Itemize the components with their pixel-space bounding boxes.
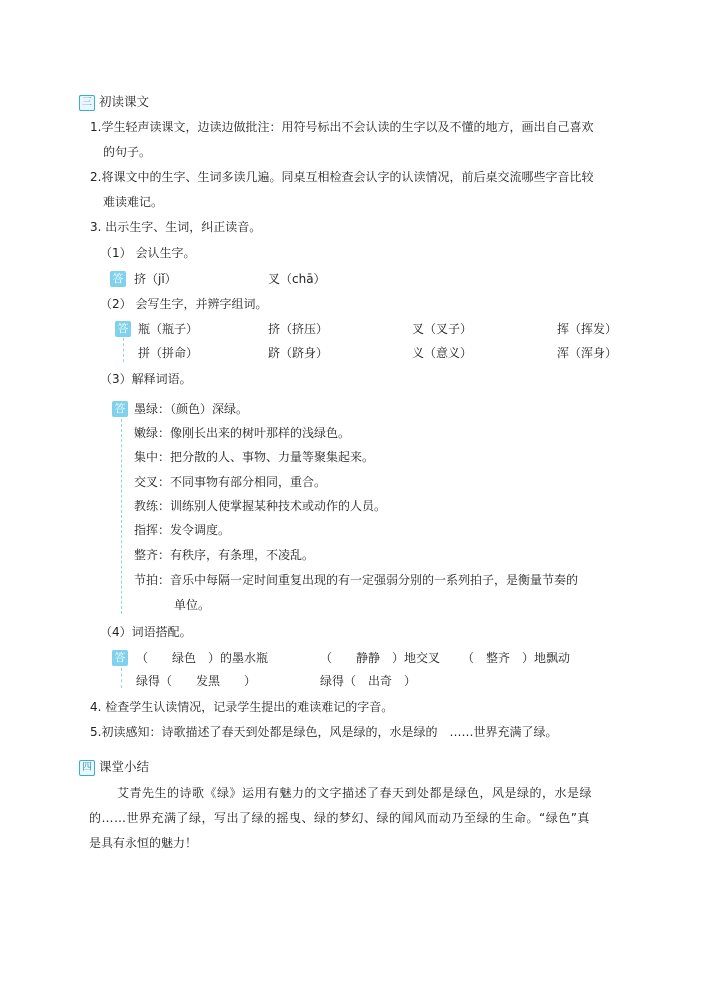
match-phrase: （ 整齐 ）地飘动: [462, 651, 571, 665]
recog-word: 挤（jǐ）: [134, 272, 177, 286]
sub-4: （4）词语搭配。: [100, 625, 192, 639]
answer-divider: [123, 338, 124, 362]
sub-1: （1） 会认生字。: [100, 246, 196, 260]
definition: 交叉：不同事物有部分相同，重合。: [134, 475, 327, 489]
section-badge: 四: [79, 760, 95, 776]
sub-3: （3）解释词语。: [100, 372, 192, 386]
match-phrase: 绿得（ 出奇 ）: [320, 674, 417, 688]
match-phrase: （ 绿色 ）的墨水瓶: [136, 651, 269, 665]
answer-divider: [121, 419, 122, 614]
item-4: 4. 检查学生认读情况，记录学生提出的难读难记的字音。: [90, 700, 394, 714]
write-word: 挥（挥发）: [557, 322, 618, 336]
definition: 节拍：音乐中每隔一定时间重复出现的有一定强弱分别的一系列拍子，是衡量节奏的: [134, 573, 579, 587]
item-2-line-1: 2.将课文中的生字、生词多读几遍。同桌互相检查会认字的认读情况，前后桌交流哪些字音比较: [90, 170, 594, 184]
definition: 集中：把分散的人、事物、力量等聚集起来。: [134, 450, 375, 464]
write-word: 拼（拼命）: [138, 346, 199, 360]
section-title: 初读课文: [99, 94, 150, 109]
write-word: 义（意义）: [412, 346, 473, 360]
item-1-line-2: 的句子。: [103, 145, 152, 159]
recog-word: 叉（chā）: [268, 272, 326, 286]
item-3: 3. 出示生字、生词，纠正读音。: [90, 220, 262, 234]
section-badge: 三: [79, 95, 95, 111]
definition: 墨绿：（颜色）深绿。: [134, 402, 249, 416]
definition-continued: 单位。: [174, 598, 211, 612]
write-word: 挤（挤压）: [268, 322, 329, 336]
section-title: 课堂小结: [99, 759, 150, 774]
answer-divider: [121, 668, 122, 688]
write-word: 跻（跻身）: [268, 346, 329, 360]
item-5: 5.初读感知：诗歌描述了春天到处都是绿色，风是绿的，水是绿的 ……世界充满了绿。: [90, 725, 558, 739]
definition: 教练：训练别人使掌握某种技术或动作的人员。: [134, 499, 387, 513]
match-phrase: 绿得（ 发黑 ）: [136, 674, 257, 688]
definition: 嫩绿：像刚长出来的树叶那样的浅绿色。: [134, 426, 351, 440]
definition: 指挥：发令调度。: [134, 523, 231, 537]
answer-tag: 答: [112, 401, 128, 417]
sub-2: （2） 会写生字，并辨字组词。: [100, 297, 268, 311]
item-1-line-1: 1.学生轻声读课文，边读边做批注：用符号标出不会认读的生字以及不懂的地方，画出自己喜欢: [90, 120, 594, 134]
answer-tag: 答: [112, 650, 128, 666]
answer-tag: 答: [115, 321, 131, 337]
item-2-line-2: 难读难记。: [103, 195, 164, 209]
match-phrase: （ 静静 ）地交叉: [320, 651, 441, 665]
answer-tag: 答: [110, 271, 126, 287]
write-word: 浑（浑身）: [557, 346, 618, 360]
write-word: 瓶（瓶子）: [138, 322, 199, 336]
write-word: 叉（叉子）: [412, 322, 473, 336]
summary-line-2: 的……世界充满了绿，写出了绿的摇曳、绿的梦幻、绿的闻风而动乃至绿的生命。“绿色”真: [89, 811, 590, 825]
summary-line-3: 是具有永恒的魅力！: [89, 836, 198, 850]
summary-line-1: 艾青先生的诗歌《绿》运用有魅力的文字描述了春天到处都是绿色，风是绿的，水是绿: [117, 786, 593, 800]
definition: 整齐：有秩序，有条理，不凌乱。: [134, 548, 315, 562]
